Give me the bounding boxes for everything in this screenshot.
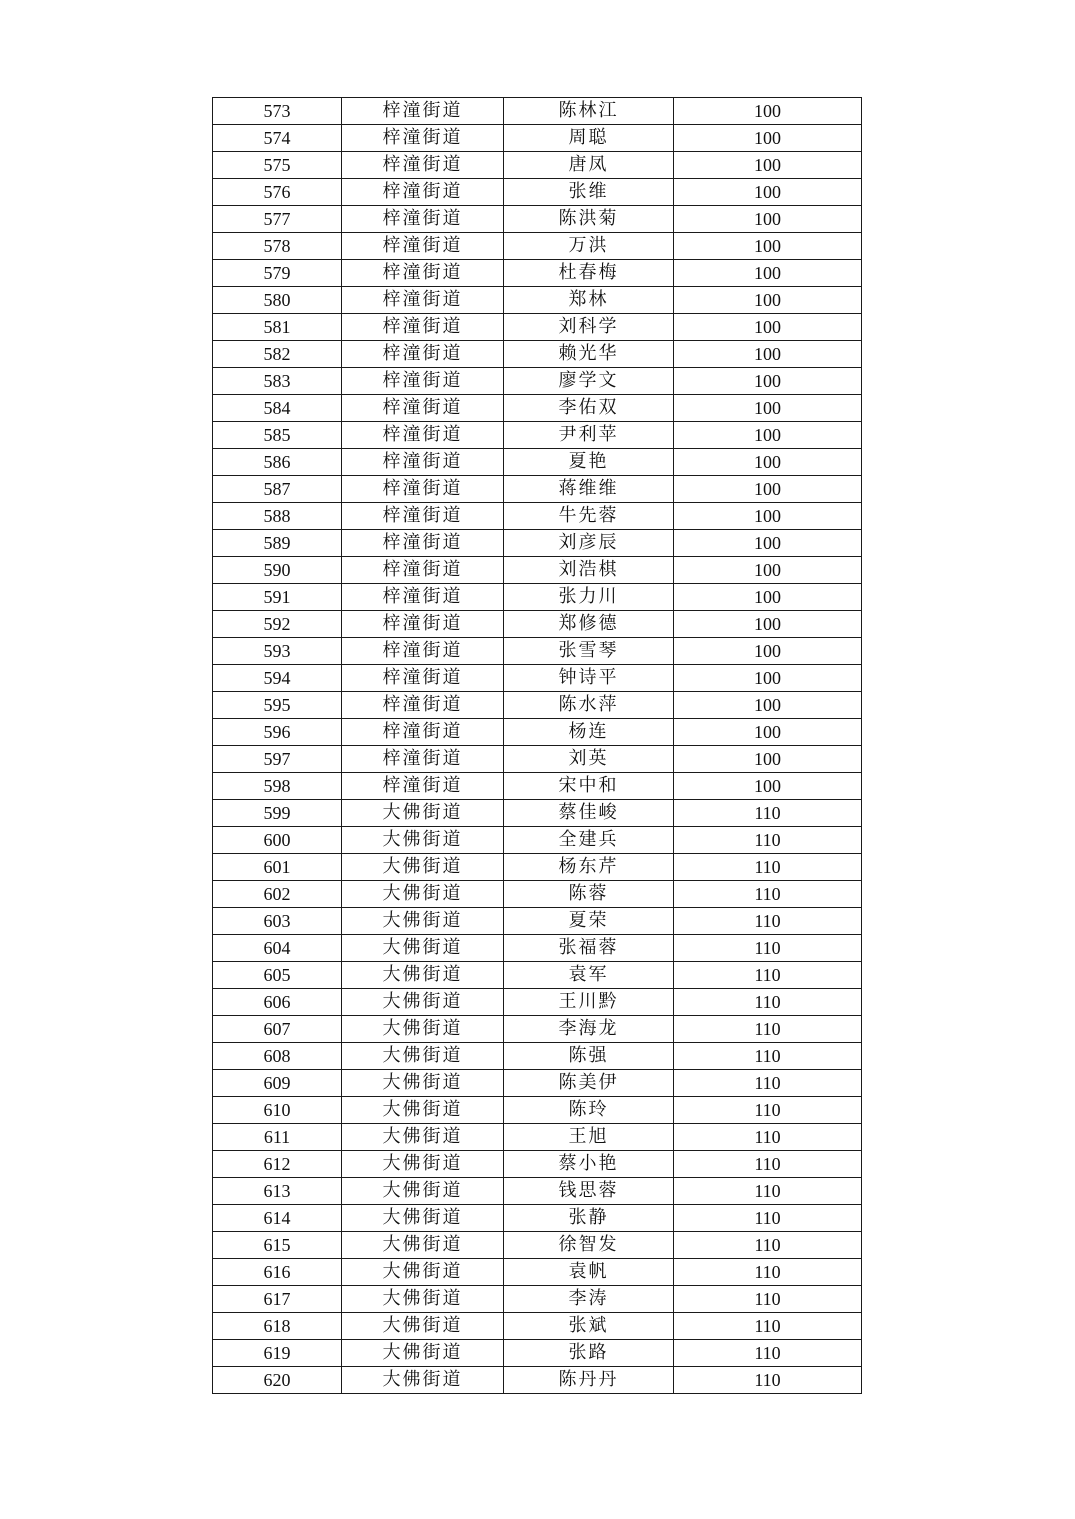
table-row (213, 206, 862, 233)
table-row (213, 908, 862, 935)
amount-cell: 100 (674, 773, 862, 800)
amount-cell: 110 (674, 1205, 862, 1232)
row-number-cell: 614 (213, 1205, 342, 1232)
table-row (213, 503, 862, 530)
person-name-cell: 张雪琴 (504, 638, 674, 665)
amount-cell: 100 (674, 152, 862, 179)
amount-cell: 100 (674, 476, 862, 503)
amount-cell: 100 (674, 530, 862, 557)
row-number-cell: 585 (213, 422, 342, 449)
row-number-cell: 598 (213, 773, 342, 800)
row-number-cell: 596 (213, 719, 342, 746)
amount-cell: 100 (674, 395, 862, 422)
row-number-cell: 589 (213, 530, 342, 557)
amount-cell: 110 (674, 1178, 862, 1205)
row-number-cell: 608 (213, 1043, 342, 1070)
person-name-cell: 杜春梅 (504, 260, 674, 287)
roster-table (212, 97, 862, 1394)
table-row (213, 1043, 862, 1070)
amount-cell: 110 (674, 935, 862, 962)
table-row (213, 611, 862, 638)
street-cell: 梓潼街道 (342, 584, 504, 611)
amount-cell: 100 (674, 287, 862, 314)
street-cell: 大佛街道 (342, 1124, 504, 1151)
person-name-cell: 郑修德 (504, 611, 674, 638)
table-row (213, 1205, 862, 1232)
person-name-cell: 陈玲 (504, 1097, 674, 1124)
amount-cell: 110 (674, 1367, 862, 1394)
table-row (213, 746, 862, 773)
row-number-cell: 620 (213, 1367, 342, 1394)
person-name-cell: 徐智发 (504, 1232, 674, 1259)
amount-cell: 100 (674, 503, 862, 530)
row-number-cell: 575 (213, 152, 342, 179)
amount-cell: 100 (674, 665, 862, 692)
person-name-cell: 陈蓉 (504, 881, 674, 908)
street-cell: 梓潼街道 (342, 773, 504, 800)
street-cell: 梓潼街道 (342, 557, 504, 584)
street-cell: 梓潼街道 (342, 260, 504, 287)
street-cell: 大佛街道 (342, 908, 504, 935)
person-name-cell: 张路 (504, 1340, 674, 1367)
table-row (213, 1097, 862, 1124)
row-number-cell: 604 (213, 935, 342, 962)
person-name-cell: 李海龙 (504, 1016, 674, 1043)
row-number-cell: 617 (213, 1286, 342, 1313)
person-name-cell: 张福蓉 (504, 935, 674, 962)
street-cell: 梓潼街道 (342, 395, 504, 422)
row-number-cell: 594 (213, 665, 342, 692)
person-name-cell: 张维 (504, 179, 674, 206)
amount-cell: 110 (674, 1016, 862, 1043)
row-number-cell: 581 (213, 314, 342, 341)
row-number-cell: 599 (213, 800, 342, 827)
table-row (213, 530, 862, 557)
person-name-cell: 杨东芹 (504, 854, 674, 881)
row-number-cell: 592 (213, 611, 342, 638)
table-row (213, 287, 862, 314)
amount-cell: 100 (674, 719, 862, 746)
person-name-cell: 刘彦辰 (504, 530, 674, 557)
row-number-cell: 602 (213, 881, 342, 908)
street-cell: 梓潼街道 (342, 98, 504, 125)
street-cell: 大佛街道 (342, 1367, 504, 1394)
street-cell: 大佛街道 (342, 935, 504, 962)
person-name-cell: 李佑双 (504, 395, 674, 422)
row-number-cell: 576 (213, 179, 342, 206)
row-number-cell: 590 (213, 557, 342, 584)
table-row (213, 638, 862, 665)
person-name-cell: 张力川 (504, 584, 674, 611)
street-cell: 梓潼街道 (342, 233, 504, 260)
street-cell: 梓潼街道 (342, 206, 504, 233)
person-name-cell: 陈洪菊 (504, 206, 674, 233)
amount-cell: 110 (674, 1124, 862, 1151)
person-name-cell: 牛先蓉 (504, 503, 674, 530)
row-number-cell: 613 (213, 1178, 342, 1205)
person-name-cell: 钱思蓉 (504, 1178, 674, 1205)
table-row (213, 1286, 862, 1313)
amount-cell: 110 (674, 989, 862, 1016)
table-row (213, 989, 862, 1016)
amount-cell: 110 (674, 1151, 862, 1178)
amount-cell: 110 (674, 1286, 862, 1313)
person-name-cell: 王川黔 (504, 989, 674, 1016)
row-number-cell: 577 (213, 206, 342, 233)
street-cell: 梓潼街道 (342, 314, 504, 341)
person-name-cell: 袁帆 (504, 1259, 674, 1286)
person-name-cell: 刘科学 (504, 314, 674, 341)
table-row (213, 1070, 862, 1097)
table-row (213, 1151, 862, 1178)
row-number-cell: 610 (213, 1097, 342, 1124)
row-number-cell: 606 (213, 989, 342, 1016)
table-row (213, 233, 862, 260)
amount-cell: 100 (674, 449, 862, 476)
street-cell: 大佛街道 (342, 1205, 504, 1232)
row-number-cell: 597 (213, 746, 342, 773)
street-cell: 梓潼街道 (342, 746, 504, 773)
row-number-cell: 587 (213, 476, 342, 503)
table-row (213, 395, 862, 422)
table-row (213, 962, 862, 989)
row-number-cell: 574 (213, 125, 342, 152)
row-number-cell: 609 (213, 1070, 342, 1097)
street-cell: 梓潼街道 (342, 152, 504, 179)
amount-cell: 100 (674, 584, 862, 611)
street-cell: 梓潼街道 (342, 287, 504, 314)
amount-cell: 100 (674, 314, 862, 341)
table-row (213, 584, 862, 611)
street-cell: 大佛街道 (342, 1097, 504, 1124)
amount-cell: 110 (674, 1070, 862, 1097)
amount-cell: 110 (674, 881, 862, 908)
street-cell: 大佛街道 (342, 1151, 504, 1178)
amount-cell: 100 (674, 341, 862, 368)
table-row (213, 881, 862, 908)
table-row (213, 692, 862, 719)
row-number-cell: 611 (213, 1124, 342, 1151)
row-number-cell: 584 (213, 395, 342, 422)
table-row (213, 179, 862, 206)
street-cell: 大佛街道 (342, 1070, 504, 1097)
street-cell: 大佛街道 (342, 1286, 504, 1313)
street-cell: 梓潼街道 (342, 179, 504, 206)
street-cell: 梓潼街道 (342, 692, 504, 719)
street-cell: 大佛街道 (342, 1043, 504, 1070)
person-name-cell: 唐凤 (504, 152, 674, 179)
row-number-cell: 591 (213, 584, 342, 611)
amount-cell: 110 (674, 1232, 862, 1259)
street-cell: 梓潼街道 (342, 665, 504, 692)
table-row (213, 935, 862, 962)
table-row (213, 341, 862, 368)
table-row (213, 800, 862, 827)
person-name-cell: 刘英 (504, 746, 674, 773)
table-row (213, 1367, 862, 1394)
street-cell: 梓潼街道 (342, 638, 504, 665)
table-row (213, 1313, 862, 1340)
row-number-cell: 600 (213, 827, 342, 854)
person-name-cell: 陈林江 (504, 98, 674, 125)
amount-cell: 110 (674, 1259, 862, 1286)
street-cell: 大佛街道 (342, 827, 504, 854)
row-number-cell: 595 (213, 692, 342, 719)
street-cell: 大佛街道 (342, 1259, 504, 1286)
table-row (213, 1124, 862, 1151)
row-number-cell: 616 (213, 1259, 342, 1286)
street-cell: 梓潼街道 (342, 611, 504, 638)
person-name-cell: 全建兵 (504, 827, 674, 854)
table-row (213, 314, 862, 341)
table-row (213, 260, 862, 287)
row-number-cell: 619 (213, 1340, 342, 1367)
person-name-cell: 赖光华 (504, 341, 674, 368)
person-name-cell: 陈丹丹 (504, 1367, 674, 1394)
amount-cell: 110 (674, 908, 862, 935)
table-row (213, 449, 862, 476)
amount-cell: 100 (674, 125, 862, 152)
person-name-cell: 张静 (504, 1205, 674, 1232)
row-number-cell: 580 (213, 287, 342, 314)
table-row (213, 152, 862, 179)
amount-cell: 100 (674, 179, 862, 206)
street-cell: 梓潼街道 (342, 422, 504, 449)
street-cell: 梓潼街道 (342, 341, 504, 368)
person-name-cell: 袁军 (504, 962, 674, 989)
street-cell: 大佛街道 (342, 1340, 504, 1367)
row-number-cell: 593 (213, 638, 342, 665)
street-cell: 大佛街道 (342, 800, 504, 827)
table-row (213, 854, 862, 881)
row-number-cell: 588 (213, 503, 342, 530)
street-cell: 大佛街道 (342, 1016, 504, 1043)
table-row (213, 1016, 862, 1043)
row-number-cell: 578 (213, 233, 342, 260)
street-cell: 梓潼街道 (342, 530, 504, 557)
amount-cell: 100 (674, 557, 862, 584)
amount-cell: 100 (674, 422, 862, 449)
street-cell: 大佛街道 (342, 962, 504, 989)
table-row (213, 368, 862, 395)
person-name-cell: 周聪 (504, 125, 674, 152)
table-row (213, 1232, 862, 1259)
row-number-cell: 615 (213, 1232, 342, 1259)
table-row (213, 1259, 862, 1286)
row-number-cell: 618 (213, 1313, 342, 1340)
person-name-cell: 刘浩棋 (504, 557, 674, 584)
amount-cell: 100 (674, 611, 862, 638)
table-row (213, 98, 862, 125)
row-number-cell: 612 (213, 1151, 342, 1178)
person-name-cell: 陈强 (504, 1043, 674, 1070)
amount-cell: 110 (674, 1313, 862, 1340)
amount-cell: 110 (674, 1340, 862, 1367)
amount-cell: 110 (674, 962, 862, 989)
street-cell: 梓潼街道 (342, 719, 504, 746)
person-name-cell: 王旭 (504, 1124, 674, 1151)
person-name-cell: 李涛 (504, 1286, 674, 1313)
amount-cell: 100 (674, 638, 862, 665)
row-number-cell: 601 (213, 854, 342, 881)
person-name-cell: 宋中和 (504, 773, 674, 800)
table-row (213, 422, 862, 449)
person-name-cell: 蒋维维 (504, 476, 674, 503)
amount-cell: 100 (674, 692, 862, 719)
amount-cell: 110 (674, 1043, 862, 1070)
person-name-cell: 钟诗平 (504, 665, 674, 692)
amount-cell: 100 (674, 98, 862, 125)
roster-table-body (213, 98, 862, 1394)
street-cell: 大佛街道 (342, 989, 504, 1016)
street-cell: 梓潼街道 (342, 368, 504, 395)
street-cell: 大佛街道 (342, 1313, 504, 1340)
amount-cell: 110 (674, 1097, 862, 1124)
row-number-cell: 579 (213, 260, 342, 287)
table-row (213, 773, 862, 800)
person-name-cell: 万洪 (504, 233, 674, 260)
table-row (213, 557, 862, 584)
person-name-cell: 郑林 (504, 287, 674, 314)
street-cell: 大佛街道 (342, 881, 504, 908)
amount-cell: 100 (674, 260, 862, 287)
street-cell: 梓潼街道 (342, 476, 504, 503)
street-cell: 梓潼街道 (342, 449, 504, 476)
row-number-cell: 607 (213, 1016, 342, 1043)
amount-cell: 100 (674, 368, 862, 395)
person-name-cell: 蔡佳峻 (504, 800, 674, 827)
table-row (213, 476, 862, 503)
person-name-cell: 陈水萍 (504, 692, 674, 719)
person-name-cell: 陈美伊 (504, 1070, 674, 1097)
amount-cell: 100 (674, 233, 862, 260)
person-name-cell: 蔡小艳 (504, 1151, 674, 1178)
row-number-cell: 586 (213, 449, 342, 476)
row-number-cell: 605 (213, 962, 342, 989)
street-cell: 梓潼街道 (342, 503, 504, 530)
row-number-cell: 603 (213, 908, 342, 935)
person-name-cell: 廖学文 (504, 368, 674, 395)
table-row (213, 827, 862, 854)
street-cell: 大佛街道 (342, 1178, 504, 1205)
street-cell: 梓潼街道 (342, 125, 504, 152)
row-number-cell: 582 (213, 341, 342, 368)
row-number-cell: 583 (213, 368, 342, 395)
row-number-cell: 573 (213, 98, 342, 125)
amount-cell: 110 (674, 827, 862, 854)
amount-cell: 100 (674, 206, 862, 233)
street-cell: 大佛街道 (342, 1232, 504, 1259)
street-cell: 大佛街道 (342, 854, 504, 881)
table-row (213, 719, 862, 746)
table-row (213, 1178, 862, 1205)
person-name-cell: 夏荣 (504, 908, 674, 935)
table-row (213, 665, 862, 692)
person-name-cell: 尹利苹 (504, 422, 674, 449)
table-row (213, 125, 862, 152)
amount-cell: 100 (674, 746, 862, 773)
amount-cell: 110 (674, 800, 862, 827)
table-row (213, 1340, 862, 1367)
person-name-cell: 张斌 (504, 1313, 674, 1340)
person-name-cell: 夏艳 (504, 449, 674, 476)
person-name-cell: 杨连 (504, 719, 674, 746)
amount-cell: 110 (674, 854, 862, 881)
